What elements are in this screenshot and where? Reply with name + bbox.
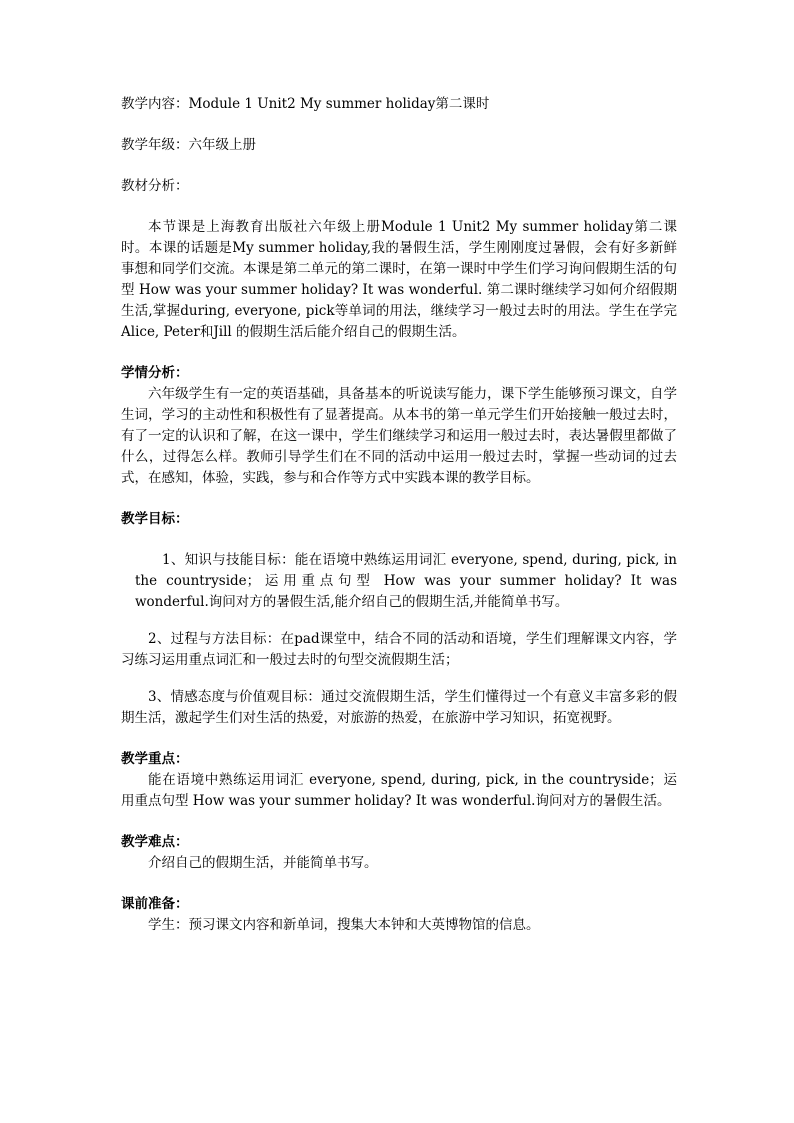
goal-3-paragraph: 3、情感态度与价值观目标：通过交流假期生活，学生们懂得过一个有意义丰富多彩的假期生活，激起学生们对生活的热爱，对旅游的热爱，在旅游中学习知识，拓宽视野。 (121, 689, 677, 726)
students-paragraph: 六年级学生有一定的英语基础，具备基本的听说读写能力，课下学生能够预习课文，自学生词，学习的主动性和积极性有了显著提高。从本书的第一单元学生们开始接触一般过去时，有了一定的认识和了解，在这一课中，学生们继续学习和运用一般过去时，表达暑假里都做了什么，过得怎么样。教师引导学生们在不同的活动中运用一般过去时，掌握一些动词的过去式，在感知，体验，实践，参与和合作等方式中实践本课的教学目标。 (121, 386, 677, 486)
teaching-content-line: 教学内容：Module 1 Unit2 My summer holiday第二课时 (121, 96, 490, 112)
students-heading: 学情分析： (121, 365, 189, 381)
goal-2-paragraph: 2、过程与方法目标：在pad课堂中，结合不同的活动和语境，学生们理解课文内容，学习练习运用重点词汇和一般过去时的句型交流假期生活； (121, 631, 677, 668)
difficulty-heading: 教学难点： (121, 834, 189, 850)
preparation-paragraph: 学生：预习课文内容和新单词，搜集大本钟和大英博物馆的信息。 (148, 917, 540, 933)
key-points-heading: 教学重点： (121, 751, 189, 767)
analysis-heading: 教材分析： (121, 178, 189, 194)
preparation-heading: 课前准备： (121, 896, 189, 912)
document-body (121, 94, 677, 936)
difficulty-paragraph: 介绍自己的假期生活，并能简单书写。 (148, 855, 378, 871)
goal-1-block (121, 550, 677, 613)
teaching-grade-line: 教学年级：六年级上册 (121, 137, 256, 153)
key-points-paragraph: 能在语境中熟练运用词汇 everyone, spend, during, pick, in the countryside；运用重点句型 How was your summer holiday? It was wonderful.询问对方的暑假生活。 (121, 772, 677, 809)
analysis-paragraph: 本节课是上海教育出版社六年级上册Module 1 Unit2 My summer holiday第二课时。本课的话题是My summer holiday,我的暑假生活，学生刚刚度过暑假，会有好多新鲜事想和同学们交流。本课是第二单元的第二课时，在第一课时中学生们学习询问假期生活的句型 How was your summer holiday? It was wonderful. 第二课时继续学习如何介绍假期生活,掌握during, everyone, pick等单词的用法，继续学习一般过去时的用法。学生在学完Alice, Peter和Jill 的假期生活后能介绍自己的假期生活。 (121, 219, 677, 340)
goal-1-paragraph: 1、知识与技能目标：能在语境中熟练运用词汇 everyone, spend, during, pick, in the countryside；运用重点句型 How was your summer holiday? It was wonderful.询问对方的暑假生活,能介绍自己的假期生活,并能简单书写。 (135, 552, 677, 610)
goals-heading: 教学目标： (121, 511, 189, 527)
